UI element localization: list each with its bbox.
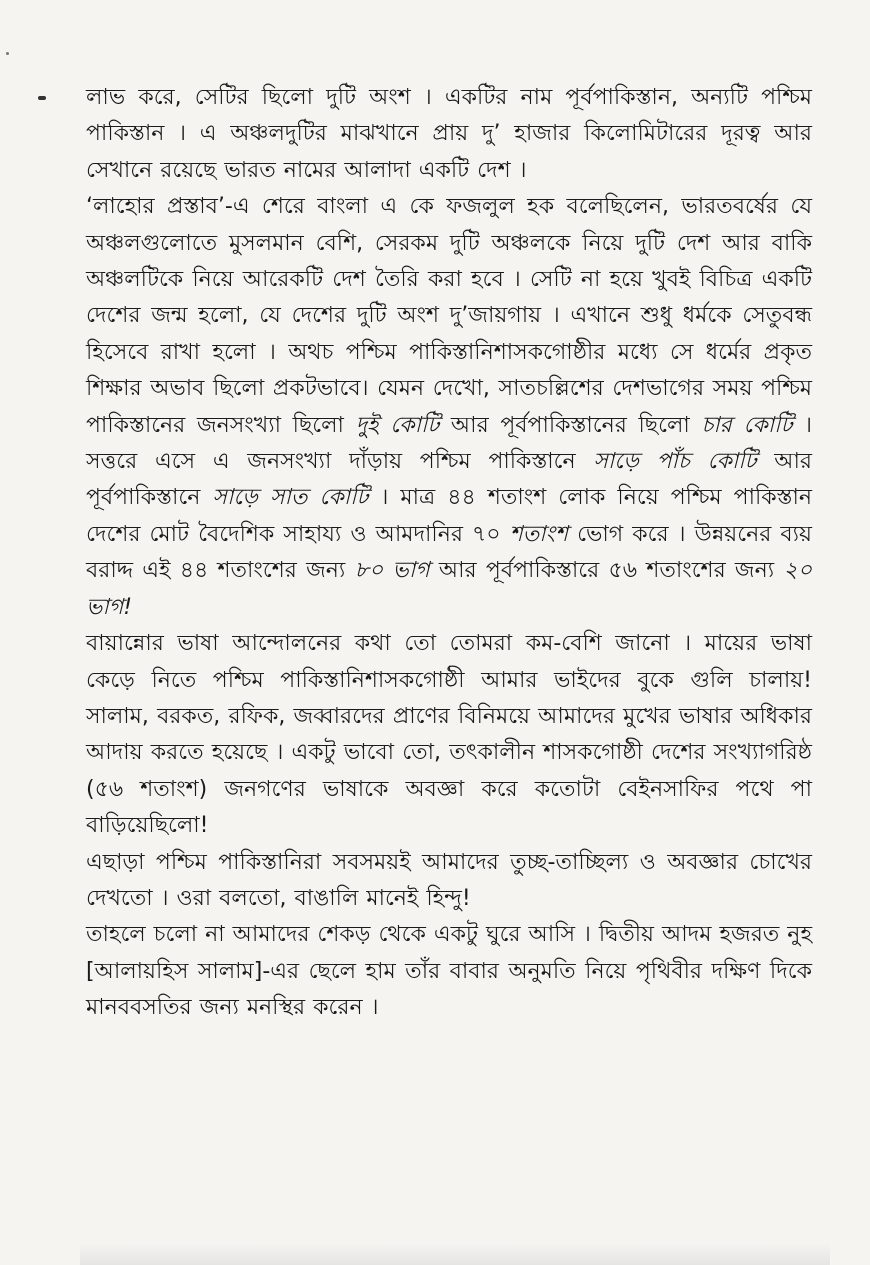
emphasized-text: ৮০ ভাগ	[354, 558, 430, 584]
text-segment: ভোগ করে । উন্নয়নের ব্যয় বরাদ্দ এই ৪৪ শতাংশের জন্য	[86, 521, 812, 584]
paragraph	[86, 626, 812, 844]
paragraph	[86, 917, 812, 1026]
text-segment: লাভ করে, সেটির ছিলো দুটি অংশ । একটির নাম পূর্বপাকিস্তান, অন্যটি পশ্চিম পাকিস্তান । এ অঞ্চলদুটির মাঝখানে প্রায় দু’ হাজার কিলোমিটারের দূরত্ব আর সেখানে রয়েছে ভারত নামের আলাদা একটি দেশ ।	[86, 85, 812, 183]
emphasized-text: সাড়ে সাত কোটি	[212, 485, 369, 511]
paragraph	[86, 845, 812, 918]
text-body	[86, 80, 812, 1027]
paragraph	[86, 189, 812, 626]
text-segment: আর পূর্বপাকিস্তানের ছিলো	[439, 412, 702, 438]
emphasized-text: শতাংশ	[509, 521, 569, 547]
emphasized-text: দুই কোটি	[355, 412, 440, 438]
page-edge-shadow	[80, 1243, 830, 1265]
text-segment: তাহলে চলো না আমাদের শেকড় থেকে একটু ঘুরে আসি । দ্বিতীয় আদম হজরত নুহ [আলায়হিস সালাম]-এর ছেলে হাম তাঁর বাবার অনুমতি নিয়ে পৃথিবীর দক্ষিণ দিকে মানববসতির জন্য মনস্থির করেন ।	[86, 922, 812, 1021]
margin-mark	[38, 96, 46, 100]
text-segment: এছাড়া পশ্চিম পাকিস্তানিরা সবসময়ই আমাদের তুচ্ছ-তাচ্ছিল্য ও অবজ্ঞার চোখের দেখতো । ওরা বলতো, বাঙালি মানেই হিন্দু!	[86, 849, 812, 911]
paragraph	[86, 80, 812, 189]
emphasized-text: সাড়ে পাঁচ কোটি	[593, 449, 757, 475]
text-segment: আর পূর্বপাকিস্তারে ৫৬ শতাংশের জন্য	[429, 558, 784, 584]
scan-speck	[6, 52, 9, 55]
text-segment: । মাত্র ৪৪ শতাংশ লোক নিয়ে পশ্চিম পাকিস্তান দেশের মোট বৈদেশিক সাহায্য ও আমদানির ৭০	[86, 485, 813, 547]
text-segment: ‘লাহোর প্রস্তাব’-এ শেরে বাংলা এ কে ফজলুল হক বলেছিলেন, ভারতবর্ষের যে অঞ্চলগুলোতে মুসলমান বেশি, সেরকম দুটি অঞ্চলকে নিয়ে দুটি দেশ আর বাকি অঞ্চলটিকে নিয়ে আরেকটি দেশ তৈরি করা হবে । সেটি না হয়ে খুবই বিচিত্র একটি দেশের জন্ম হলো, যে দেশের দুটি অংশ দু’জায়গায় । এখানে শুধু ধর্মকে সেতুবন্ধ হিসেবে রাখা হলো । অথচ পশ্চিম পাকিস্তানিশাসকগোষ্ঠীর মধ্যে সে ধর্মের প্রকৃত শিক্ষার অভাব ছিলো প্রকটভাবে। যেমন দেখো, সাতচল্লিশের দেশভাগের সময় পশ্চিম পাকিস্তানের জনসংখ্যা ছিলো	[86, 194, 812, 438]
text-segment: । সত্তরে এসে এ জনসংখ্যা দাঁড়ায় পশ্চিম পাকিস্তানে	[86, 412, 812, 475]
text-segment: বায়ান্নোর ভাষা আন্দোলনের কথা তো তোমরা কম-বেশি জানো । মায়ের ভাষা কেড়ে নিতে পশ্চিম পাকিস্তানিশাসকগোষ্ঠী আমার ভাইদের বুকে গুলি চালায়! সালাম, বরকত, রফিক, জব্বারদের প্রাণের বিনিময়ে আমাদের মুখের ভাষার অধিকার আদায় করতে হয়েছে । একটু ভাবো তো, তৎকালীন শাসকগোষ্ঠী দেশের সংখ্যাগরিষ্ঠ (৫৬ শতাংশ) জনগণের ভাষাকে অবজ্ঞা করে কতোটা বেইনসাফির পথে পা বাড়িয়েছিলো!	[86, 631, 812, 839]
emphasized-text: ২০ ভাগ!	[86, 558, 812, 620]
text-segment: আর পূর্বপাকিস্তানে	[86, 449, 813, 511]
emphasized-text: চার কোটি	[701, 412, 793, 438]
